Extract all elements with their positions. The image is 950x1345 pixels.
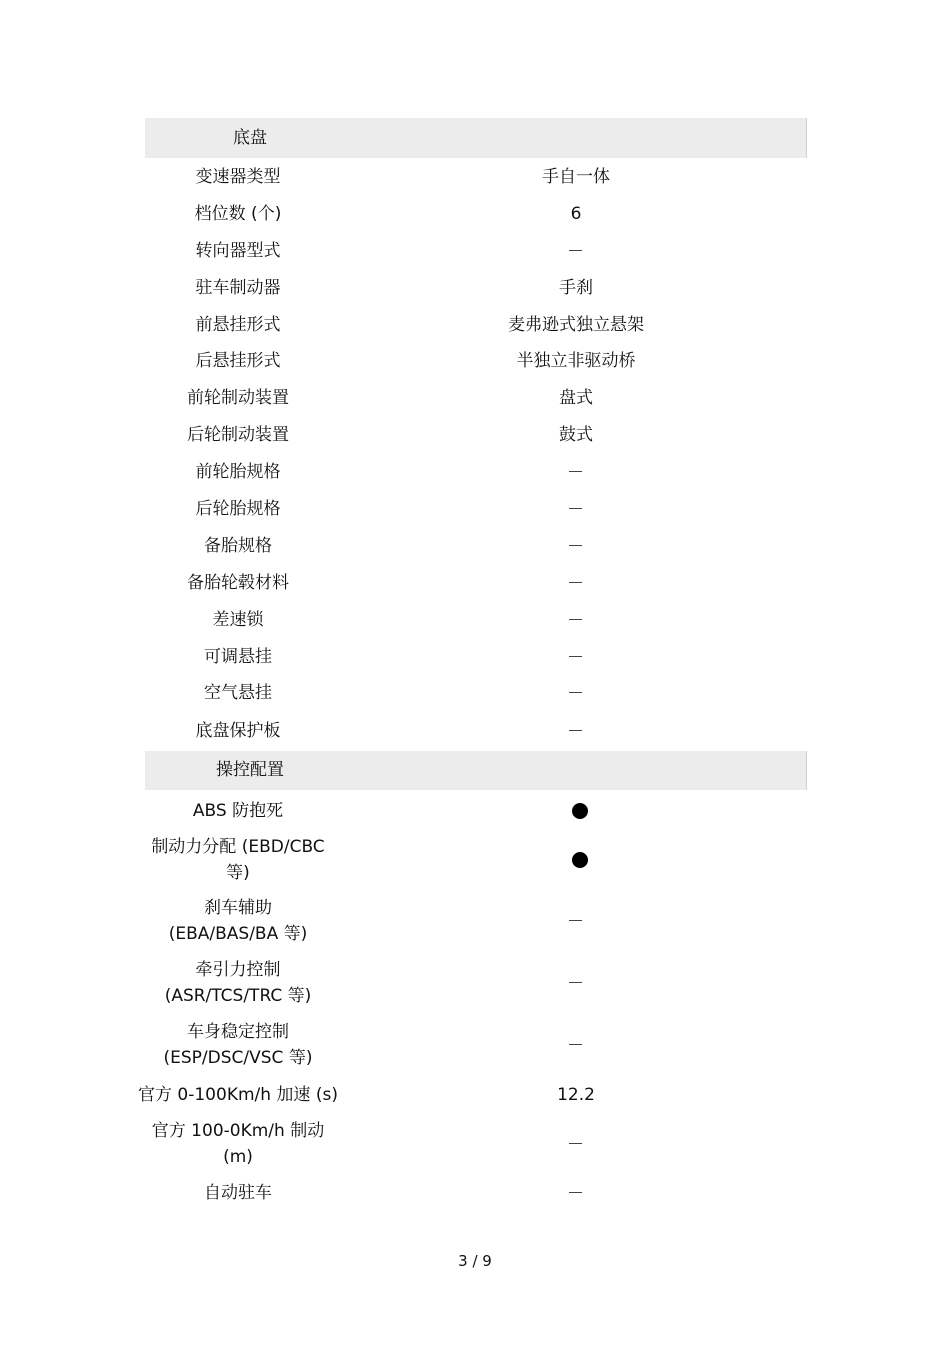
standard-dot-icon [572,803,588,819]
spec-value: 盘式 [559,388,593,408]
not-available-dash [569,545,582,546]
spec-label [138,957,338,1009]
spec-value: 手刹 [559,278,593,298]
spec-value: 12.2 [557,1085,595,1105]
not-available-dash [569,920,582,921]
spec-label-line: (EBA/BAS/BA 等) [168,924,308,944]
spec-label-line: 后轮制动装置 [187,425,289,445]
spec-label [138,607,338,633]
spec-label [138,385,338,411]
section-title: 操控配置 [216,760,284,780]
spec-label-line: 差速锁 [212,610,264,630]
spec-label [138,275,338,301]
spec-label-line: 转向器型式 [195,241,281,261]
spec-label [138,834,338,886]
spec-label [138,644,338,670]
spec-value: 鼓式 [559,425,593,445]
spec-label-line: 刹车辅助 [204,898,272,918]
spec-value: 麦弗逊式独立悬架 [508,315,644,335]
spec-label-line: ABS 防抱死 [192,801,284,821]
spec-label [138,422,338,448]
spec-label [138,1180,338,1206]
spec-label [138,1082,338,1108]
spec-label-line: 可调悬挂 [204,647,272,667]
spec-label-line: 车身稳定控制 [187,1022,289,1042]
spec-label-line: 驻车制动器 [195,278,281,298]
not-available-dash [569,582,582,583]
spec-label-line: 牵引力控制 [195,960,281,980]
spec-label [138,718,338,744]
spec-label-line: 官方 0-100Km/h 加速 (s) [138,1085,338,1105]
spec-label-line: 前悬挂形式 [195,315,281,335]
spec-label-line: 前轮胎规格 [195,462,281,482]
spec-label [138,1118,338,1170]
not-available-dash [569,1143,582,1144]
spec-label-line: 备胎轮毂材料 [187,573,289,593]
spec-label [138,496,338,522]
spec-label [138,348,338,374]
not-available-dash [569,1192,582,1193]
spec-label [138,798,338,824]
spec-label-line: 档位数 (个) [194,204,282,224]
spec-label [138,238,338,264]
spec-label-line: 后轮胎规格 [195,499,281,519]
spec-label-line: (m) [223,1147,253,1167]
spec-label-line: 前轮制动装置 [187,388,289,408]
spec-label-line: 底盘保护板 [195,721,281,741]
not-available-dash [569,250,582,251]
spec-label-line: (ESP/DSC/VSC 等) [163,1048,313,1068]
spec-value: 6 [570,204,582,224]
spec-label-line: 空气悬挂 [204,683,272,703]
spec-label-line: 变速器类型 [195,167,281,187]
not-available-dash [569,730,582,731]
spec-label-line: 自动驻车 [204,1183,272,1203]
spec-label-line: 制动力分配 (EBD/CBC [151,837,325,857]
spec-label [138,201,338,227]
standard-dot-icon [572,852,588,868]
spec-value: 半独立非驱动桥 [516,351,636,371]
spec-label-line: 等) [226,863,250,883]
spec-label [138,895,338,947]
spec-label [138,164,338,190]
spec-label [138,533,338,559]
spec-label-line: 备胎规格 [204,536,272,556]
spec-label [138,570,338,596]
not-available-dash [569,508,582,509]
spec-label-line: 后悬挂形式 [195,351,281,371]
spec-label [138,459,338,485]
spec-value: 手自一体 [542,167,610,187]
spec-label-line: (ASR/TCS/TRC 等) [164,986,312,1006]
spec-label [138,1019,338,1071]
not-available-dash [569,656,582,657]
not-available-dash [569,982,582,983]
spec-label-line: 官方 100-0Km/h 制动 [151,1121,325,1141]
spec-label [138,312,338,338]
spec-label [138,680,338,706]
not-available-dash [569,619,582,620]
not-available-dash [569,1044,582,1045]
page-number: 3 / 9 [458,1252,492,1270]
not-available-dash [569,471,582,472]
not-available-dash [569,692,582,693]
section-title: 底盘 [233,128,267,148]
